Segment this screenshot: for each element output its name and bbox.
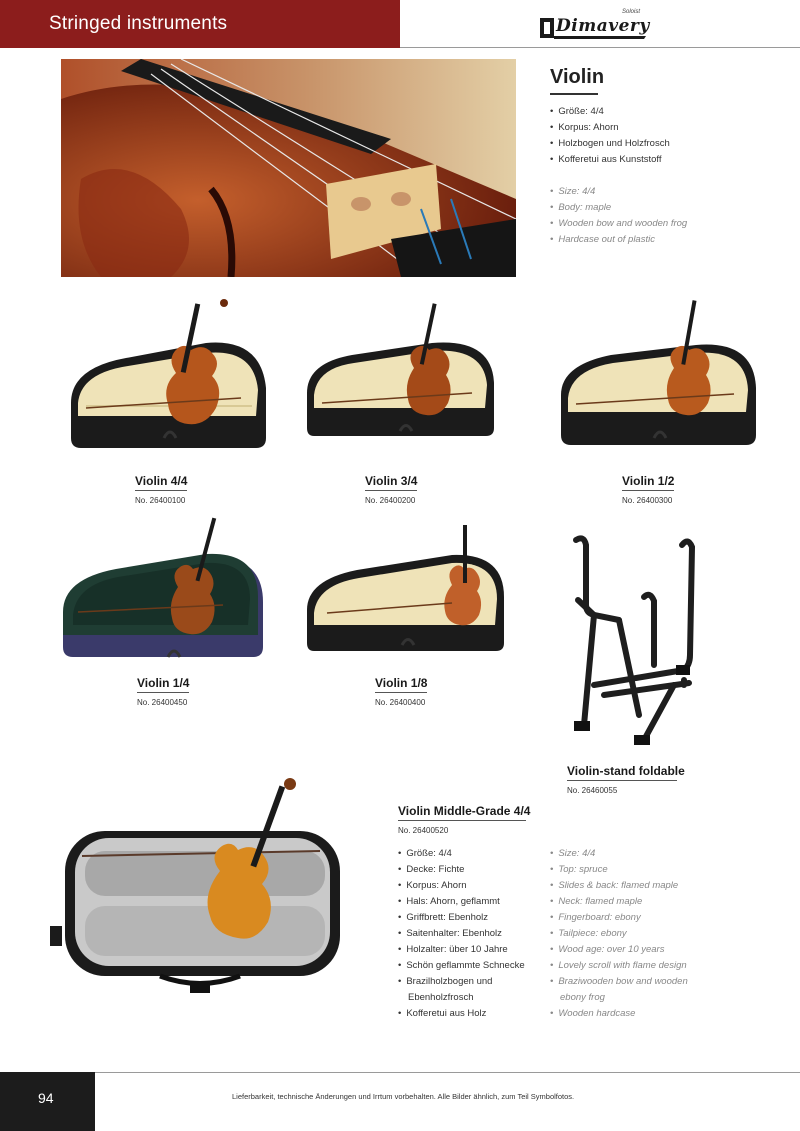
spec-item: • Size: 4/4	[550, 184, 687, 200]
footer-rule	[95, 1072, 800, 1073]
brand-name: Dimavery	[556, 16, 650, 36]
spec-item: • Slides & back: flamed maple	[550, 878, 688, 894]
middle-grade-specs-de	[398, 846, 525, 1022]
spec-item: • Neck: flamed maple	[550, 894, 688, 910]
violin-1-4-image	[58, 517, 268, 667]
violin-3-4-image	[302, 303, 497, 443]
spec-item: • Lovely scroll with flame design	[550, 958, 688, 974]
footer-disclaimer: Lieferbarkeit, technische Änderungen und Irrtum vorbehalten. Alle Bilder ähnlich, zum Teil Symbolfotos.	[232, 1092, 575, 1101]
spec-item: • Wood age: over 10 years	[550, 942, 688, 958]
spec-item: • Kofferetui aus Kunststoff	[550, 152, 670, 168]
brand-tagline: Soloist	[622, 9, 641, 15]
product-number: No. 26400400	[375, 698, 426, 707]
violin-1-8-image	[302, 525, 507, 657]
page-number: 94	[38, 1090, 54, 1106]
spec-item: • Wooden hardcase	[550, 1006, 688, 1022]
product-name: Violin 3/4	[365, 474, 418, 488]
spec-item: • Korpus: Ahorn	[398, 878, 525, 894]
middle-grade-specs-en	[550, 846, 688, 1022]
product-rule	[365, 490, 417, 491]
spec-item: • Decke: Fichte	[398, 862, 525, 878]
product-number: No. 26460055	[567, 786, 618, 795]
hero-title-rule	[550, 93, 598, 95]
section-title: Stringed instruments	[49, 13, 228, 34]
middle-grade-rule	[398, 820, 526, 821]
violin-middle-grade-image	[50, 776, 342, 996]
spec-item: • Griffbrett: Ebenholz	[398, 910, 525, 926]
product-rule	[135, 490, 187, 491]
product-rule	[622, 490, 674, 491]
spec-item: • Size: 4/4	[550, 846, 688, 862]
spec-item: • Größe: 4/4	[398, 846, 525, 862]
spec-item: Ebenholzfrosch	[408, 992, 474, 1003]
hero-violin-photo	[61, 59, 516, 277]
spec-item: • Braziwooden bow and wooden	[550, 974, 688, 990]
hero-specs-de	[550, 104, 670, 168]
product-name: Violin 4/4	[135, 474, 188, 488]
middle-grade-name: Violin Middle-Grade 4/4	[398, 804, 531, 818]
violin-1-2-image	[556, 300, 761, 452]
header-rule	[400, 47, 800, 48]
hero-title: Violin	[550, 66, 605, 88]
spec-item: • Holzbogen und Holzfrosch	[550, 136, 670, 152]
spec-item: ebony frog	[560, 992, 605, 1003]
product-name: Violin 1/8	[375, 676, 428, 690]
spec-item: • Holzalter: über 10 Jahre	[398, 942, 525, 958]
product-rule	[375, 692, 427, 693]
spec-item: • Hals: Ahorn, geflammt	[398, 894, 525, 910]
spec-item: • Kofferetui aus Holz	[398, 1006, 525, 1022]
spec-item: • Größe: 4/4	[550, 104, 670, 120]
product-number: No. 26400450	[137, 698, 188, 707]
spec-item: • Schön geflammte Schnecke	[398, 958, 525, 974]
spec-item: • Korpus: Ahorn	[550, 120, 670, 136]
spec-item: • Saitenhalter: Ebenholz	[398, 926, 525, 942]
product-name: Violin-stand foldable	[567, 764, 685, 778]
spec-item: • Tailpiece: ebony	[550, 926, 688, 942]
spec-item: • Top: spruce	[550, 862, 688, 878]
middle-grade-number: No. 26400520	[398, 826, 449, 835]
product-name: Violin 1/2	[622, 474, 675, 488]
hero-specs-en	[550, 184, 687, 248]
product-name: Violin 1/4	[137, 676, 190, 690]
spec-item: • Hardcase out of plastic	[550, 232, 687, 248]
product-number: No. 26400200	[365, 496, 416, 505]
product-rule	[137, 692, 189, 693]
product-number: No. 26400300	[622, 496, 673, 505]
violin-4-4-image	[66, 298, 276, 458]
spec-item: • Wooden bow and wooden frog	[550, 216, 687, 232]
product-number: No. 26400100	[135, 496, 186, 505]
spec-item: • Body: maple	[550, 200, 687, 216]
spec-item: • Fingerboard: ebony	[550, 910, 688, 926]
violin-stand-image	[564, 535, 704, 755]
spec-item: • Brazilholzbogen und	[398, 974, 525, 990]
product-rule	[567, 780, 677, 781]
